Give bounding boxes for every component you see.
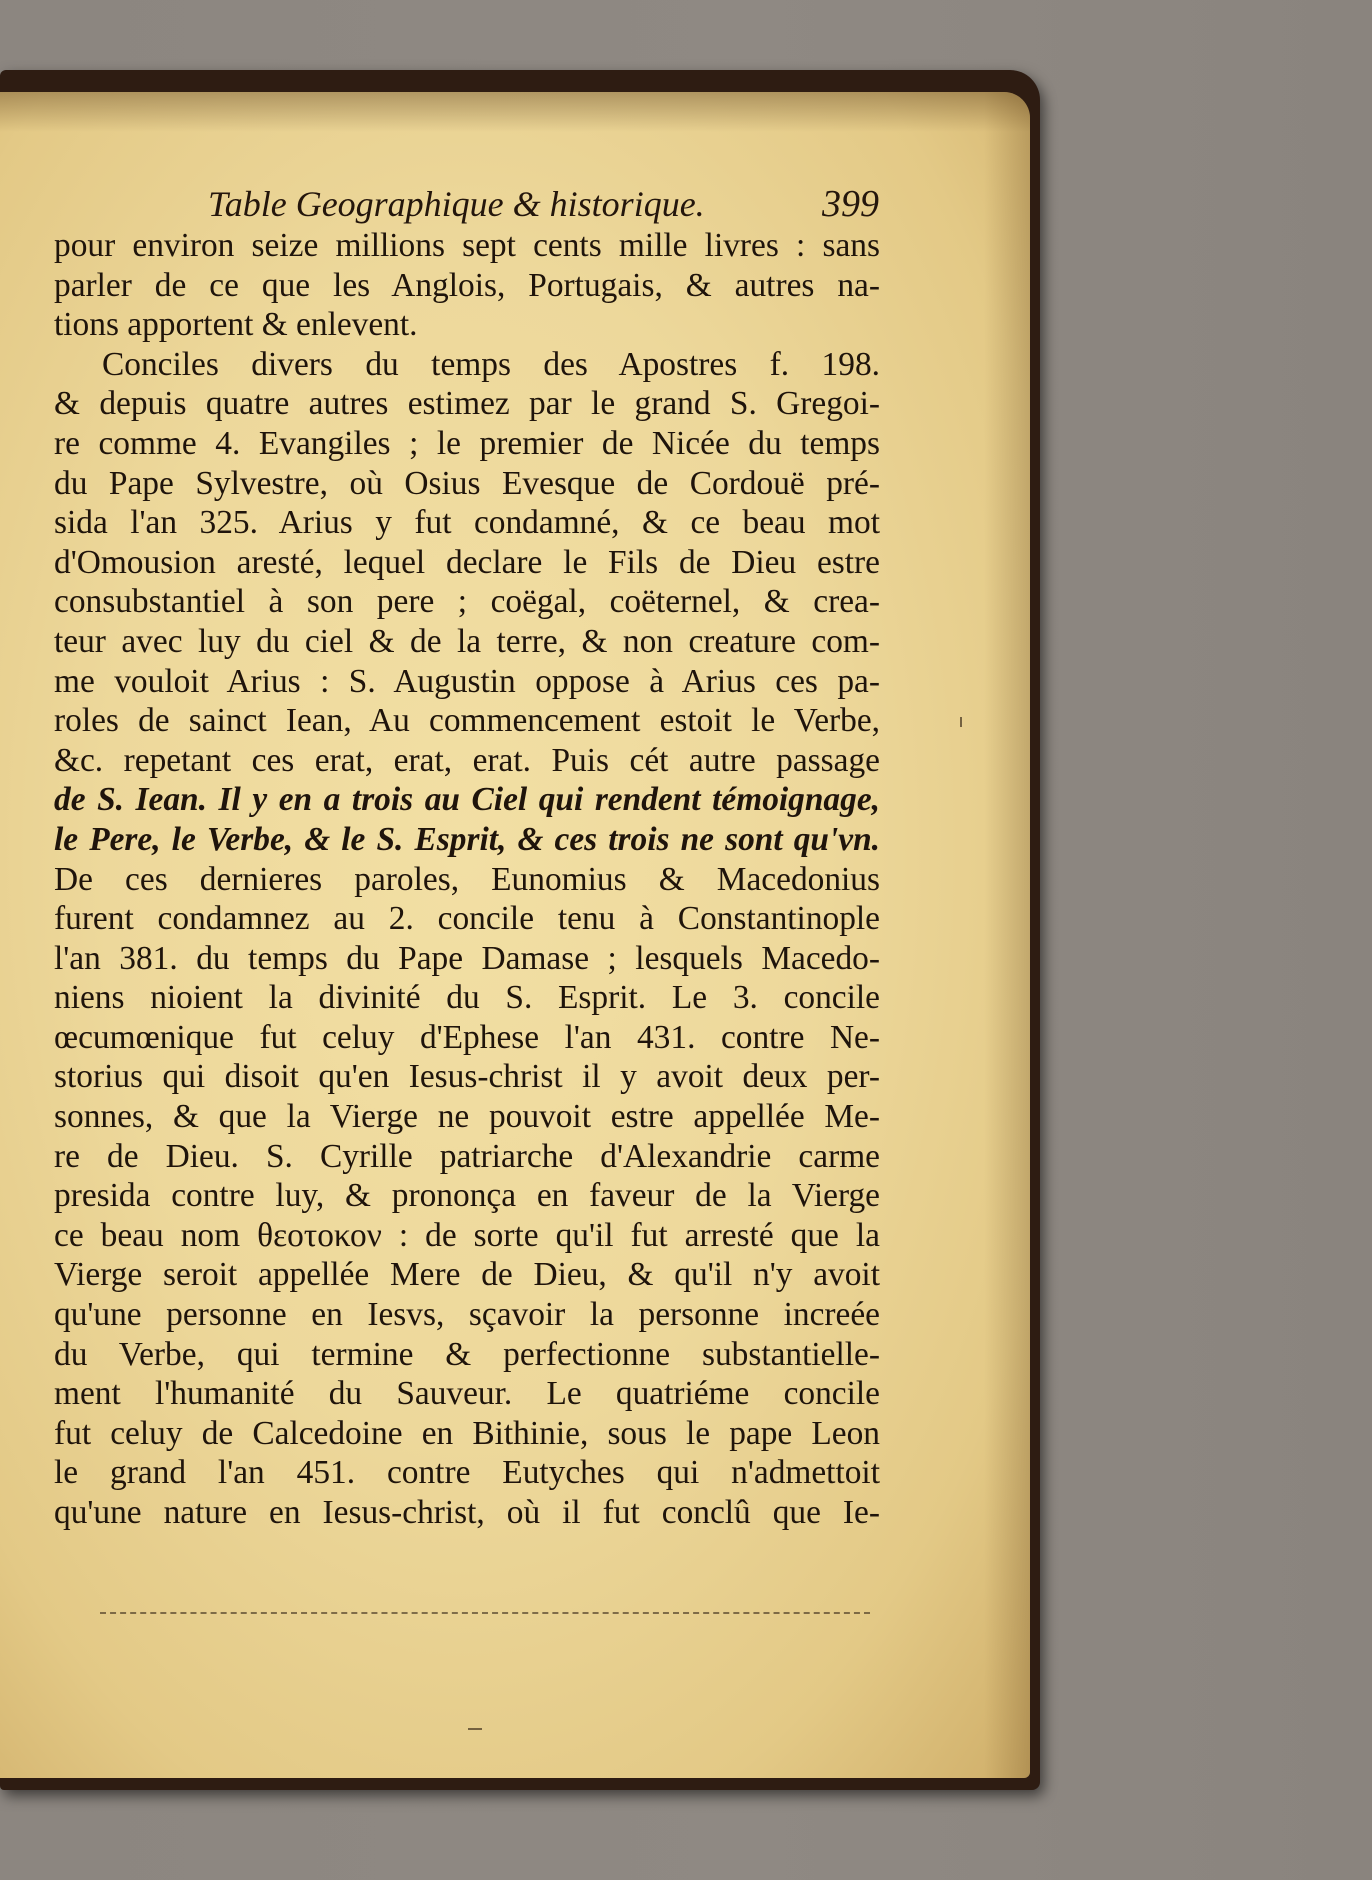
text-line: pour environ seize millions sept cents mille livres : sans — [54, 227, 880, 264]
text-line: qu'une personne en Iesvs, sçavoir la personne increée — [54, 1296, 880, 1334]
text-line: me vouloit Arius : S. Augustin oppose à Arius ces pa- — [54, 662, 880, 700]
text-line: re comme 4. Evangiles ; le premier de Nicée du temps — [54, 424, 880, 462]
page-mark — [468, 1728, 482, 1730]
text-line: tions apportent & enlevent. — [54, 306, 418, 344]
text-line: fut celuy de Calcedoine en Bithinie, sous le pape Leon — [54, 1414, 880, 1452]
page-number: 399 — [822, 183, 879, 225]
text-line: consubstantiel à son pere ; coëgal, coëternel, & crea- — [54, 583, 880, 621]
text-line: &c. repetant ces erat, erat, erat. Puis cét autre passage — [54, 741, 880, 779]
text-line: ce beau nom θεοτοκον : de sorte qu'il fut arresté que la — [54, 1216, 880, 1254]
text-line: storius qui disoit qu'en Iesus-christ il y avoit deux per- — [54, 1058, 880, 1096]
text-line: niens nioient la divinité du S. Esprit. Le 3. concile — [54, 979, 880, 1017]
text-line: teur avec luy du ciel & de la terre, & non creature com- — [54, 622, 880, 660]
text-line: & depuis quatre autres estimez par le grand S. Gregoi- — [54, 385, 880, 423]
text-line: Vierge seroit appellée Mere de Dieu, & qu'il n'y avoit — [54, 1256, 880, 1294]
catchword-rule — [100, 1612, 870, 1614]
text-line: le grand l'an 451. contre Eutyches qui n'admettoit — [54, 1454, 880, 1492]
quote-line: de S. Iean. Il y en a trois au Ciel qui rendent témoignage, — [54, 781, 880, 819]
text-line: l'an 381. du temps du Pape Damase ; lesquels Macedo- — [54, 939, 880, 977]
body-text — [54, 226, 880, 1533]
text-line: re de Dieu. S. Cyrille patriarche d'Alexandrie carme — [54, 1137, 880, 1175]
text-line: parler de ce que les Anglois, Portugais, & autres na- — [54, 266, 880, 304]
text-line: du Verbe, qui termine & perfectionne substantielle- — [54, 1335, 880, 1373]
text-line: du Pape Sylvestre, où Osius Evesque de Cordouë pré- — [54, 464, 880, 502]
text-line: sida l'an 325. Arius y fut condamné, & ce beau mot — [54, 504, 880, 542]
text-line: qu'une nature en Iesus-christ, où il fut conclû que Ie- — [54, 1494, 880, 1531]
text-line: De ces dernieres paroles, Eunomius & Macedonius — [54, 860, 880, 898]
text-line: furent condamnez au 2. concile tenu à Constantinople — [54, 900, 880, 938]
text-line: roles de sainct Iean, Au commencement estoit le Verbe, — [54, 702, 880, 740]
text-line: œcumœnique fut celuy d'Ephese l'an 431. contre Ne- — [54, 1018, 880, 1056]
text-line: ment l'humanité du Sauveur. Le quatriéme concile — [54, 1375, 880, 1413]
quote-line: le Pere, le Verbe, & le S. Esprit, & ces trois ne sont qu'vn. — [54, 820, 880, 858]
text-line: presida contre luy, & prononça en faveur de la Vierge — [54, 1177, 880, 1215]
running-title: Table Geographique & historique. — [208, 184, 705, 224]
section-heading-line: Conciles divers du temps des Apostres f. 198. — [102, 345, 880, 383]
text-line: sonnes, & que la Vierge ne pouvoit estre appellée Me- — [54, 1098, 880, 1136]
page-mark — [960, 717, 962, 727]
text-line: d'Omousion aresté, lequel declare le Fils de Dieu estre — [54, 543, 880, 581]
